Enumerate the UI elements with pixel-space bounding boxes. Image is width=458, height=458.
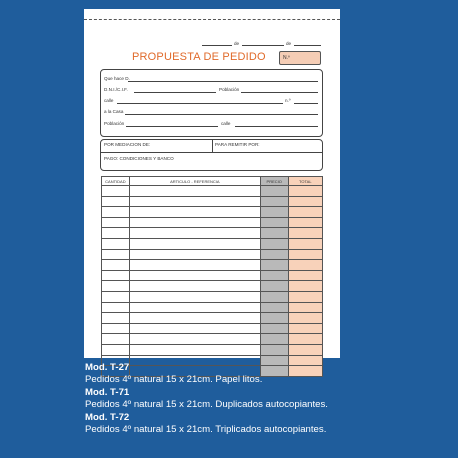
order-number-label: N.º: [283, 55, 290, 61]
que-hace-label: Que hace D.: [104, 76, 130, 81]
cell-articulo: [129, 323, 260, 334]
cell-total: [288, 249, 322, 260]
cell-total: [288, 270, 322, 281]
header-articulo: ARTICULO - REFERENCIA: [129, 177, 260, 186]
cell-precio: [260, 249, 288, 260]
cell-articulo: [129, 270, 260, 281]
header-cantidad: CANTIDAD: [102, 177, 130, 186]
table-row: [102, 238, 323, 249]
table-row: [102, 217, 323, 228]
poblacion2-label: Población: [104, 121, 125, 126]
que-hace-line: [128, 81, 318, 82]
cell-cantidad: [102, 334, 130, 345]
cell-precio: [260, 366, 288, 377]
table-body: [102, 186, 323, 377]
cell-total: [288, 291, 322, 302]
cell-total: [288, 313, 322, 324]
cell-total: [288, 228, 322, 239]
model-3: Mod. T-72: [85, 412, 130, 423]
calle2-line: [235, 126, 318, 127]
cell-cantidad: [102, 238, 130, 249]
cell-total: [288, 281, 322, 292]
date-month-line: [242, 45, 284, 46]
cell-cantidad: [102, 270, 130, 281]
poblacion-label: Población: [219, 87, 240, 92]
cell-cantidad: [102, 344, 130, 355]
cell-articulo: [129, 196, 260, 207]
calle2-label: calle: [221, 121, 231, 126]
mediacion-divider: [212, 140, 213, 152]
cell-articulo: [129, 344, 260, 355]
cell-cantidad: [102, 186, 130, 197]
table-row: [102, 207, 323, 218]
cell-precio: [260, 196, 288, 207]
table-row: [102, 196, 323, 207]
cell-precio: [260, 186, 288, 197]
cell-precio: [260, 260, 288, 271]
cell-cantidad: [102, 207, 130, 218]
poblacion2-line: [126, 126, 218, 127]
cell-precio: [260, 238, 288, 249]
cell-total: [288, 344, 322, 355]
cell-cantidad: [102, 291, 130, 302]
table-row: [102, 323, 323, 334]
cell-cantidad: [102, 260, 130, 271]
cell-cantidad: [102, 302, 130, 313]
table-row: [102, 186, 323, 197]
cell-precio: [260, 217, 288, 228]
table-row: [102, 291, 323, 302]
table-row: [102, 260, 323, 271]
cell-precio: [260, 334, 288, 345]
table-row: [102, 249, 323, 260]
cell-cantidad: [102, 228, 130, 239]
cell-total: [288, 366, 322, 377]
cell-total: [288, 238, 322, 249]
cell-total: [288, 323, 322, 334]
perforation-line: [84, 19, 340, 20]
cell-cantidad: [102, 217, 130, 228]
calle-line: [117, 103, 283, 104]
cell-precio: [260, 302, 288, 313]
table-header-row: [102, 177, 323, 186]
cell-cantidad: [102, 196, 130, 207]
date-de-1: de: [234, 41, 240, 46]
numero-line: [294, 103, 318, 104]
cell-articulo: [129, 334, 260, 345]
cell-total: [288, 334, 322, 345]
cell-cantidad: [102, 249, 130, 260]
table-row: [102, 355, 323, 366]
cell-articulo: [129, 238, 260, 249]
table-row: [102, 281, 323, 292]
form-title: PROPUESTA DE PEDIDO: [132, 51, 266, 63]
cell-total: [288, 355, 322, 366]
description-2: Pedidos 4º natural 15 x 21cm. Duplicados autocopiantes.: [85, 399, 328, 410]
cell-articulo: [129, 228, 260, 239]
table-row: [102, 228, 323, 239]
cell-articulo: [129, 281, 260, 292]
cell-articulo: [129, 355, 260, 366]
cell-precio: [260, 323, 288, 334]
cell-precio: [260, 228, 288, 239]
header-precio: PRECIO: [260, 177, 288, 186]
cell-precio: [260, 281, 288, 292]
table-row: [102, 313, 323, 324]
order-form-sheet: [84, 9, 340, 358]
cell-total: [288, 260, 322, 271]
cell-total: [288, 207, 322, 218]
pago-label: PAGO: CONDICIONES Y BANCO: [104, 156, 174, 161]
por-mediacion-label: POR MEDIACION DE:: [104, 142, 151, 147]
cell-precio: [260, 207, 288, 218]
cell-precio: [260, 313, 288, 324]
cell-articulo: [129, 217, 260, 228]
client-box: [100, 69, 323, 137]
cell-precio: [260, 344, 288, 355]
model-1: Mod. T-27: [85, 362, 130, 373]
cell-total: [288, 302, 322, 313]
cell-total: [288, 217, 322, 228]
cell-articulo: [129, 291, 260, 302]
table-row: [102, 334, 323, 345]
cell-cantidad: [102, 281, 130, 292]
cell-precio: [260, 291, 288, 302]
cell-total: [288, 196, 322, 207]
order-number-box: [279, 51, 321, 65]
cell-articulo: [129, 260, 260, 271]
table-row: [102, 344, 323, 355]
mediacion-box: [100, 139, 323, 171]
items-table: [101, 176, 323, 377]
dni-label: D.N.I./C.I.F.: [104, 87, 128, 92]
cell-articulo: [129, 313, 260, 324]
a-la-casa-line: [125, 114, 318, 115]
cell-cantidad: [102, 323, 130, 334]
date-de-2: de: [286, 41, 292, 46]
cell-articulo: [129, 302, 260, 313]
description-3: Pedidos 4º natural 15 x 21cm. Triplicados autocopiantes.: [85, 424, 327, 435]
mediacion-hline: [101, 152, 322, 153]
dni-line: [134, 92, 216, 93]
cell-total: [288, 186, 322, 197]
date-day-line: [202, 45, 232, 46]
date-year-line: [294, 45, 321, 46]
calle-label: calle: [104, 98, 114, 103]
cell-articulo: [129, 249, 260, 260]
header-total: TOTAL: [288, 177, 322, 186]
cell-precio: [260, 355, 288, 366]
table-row: [102, 302, 323, 313]
cell-precio: [260, 270, 288, 281]
table-row: [102, 270, 323, 281]
poblacion-line: [241, 92, 318, 93]
description-1: Pedidos 4º natural 15 x 21cm. Papel litos.: [85, 374, 263, 385]
numero-label: n.º: [285, 98, 291, 103]
a-la-casa-label: a la Casa: [104, 109, 124, 114]
cell-articulo: [129, 186, 260, 197]
model-2: Mod. T-71: [85, 387, 130, 398]
para-remitir-label: PARA REMITIR POR:: [215, 142, 260, 147]
cell-cantidad: [102, 313, 130, 324]
cell-articulo: [129, 207, 260, 218]
